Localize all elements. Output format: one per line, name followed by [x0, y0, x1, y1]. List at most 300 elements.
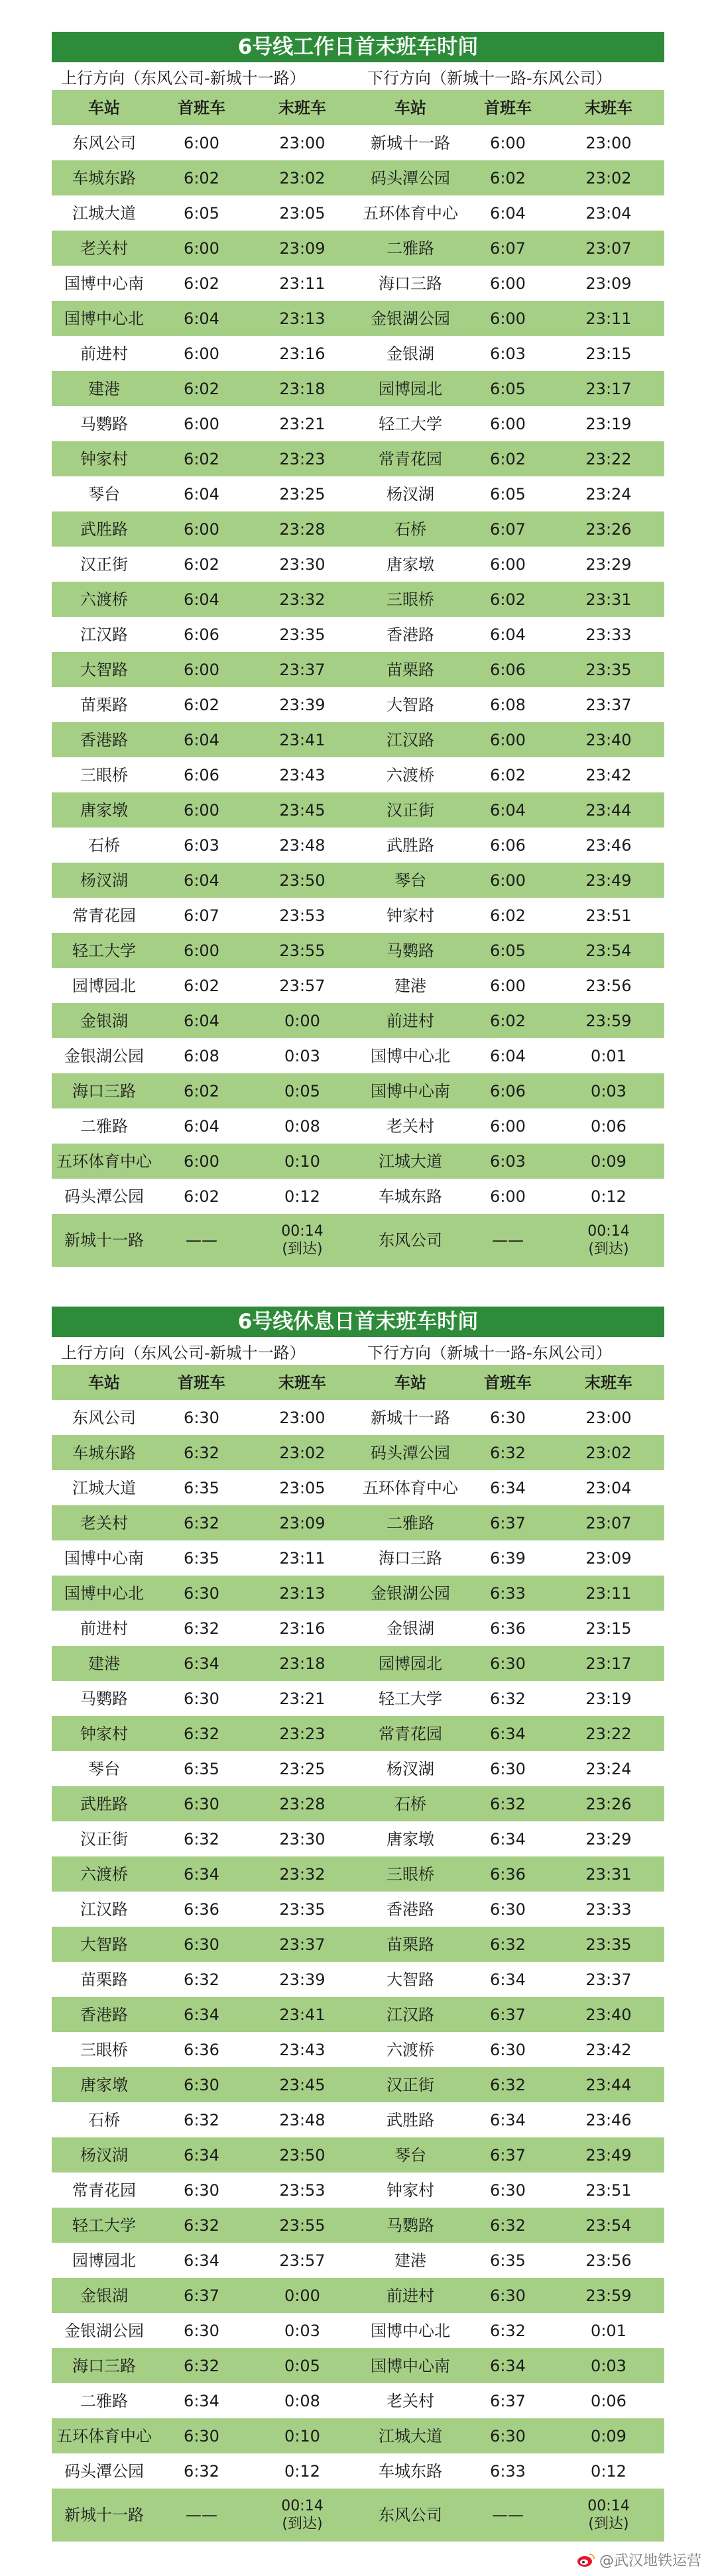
down-first-train: 6:06 — [490, 660, 526, 679]
table-row — [52, 2278, 664, 2313]
down-last-train: 23:22 — [585, 449, 632, 468]
up-first-train: 6:02 — [184, 168, 219, 188]
down-last-train: 23:22 — [585, 1724, 632, 1743]
down-station: 金银湖 — [387, 344, 434, 363]
down-first-train: 6:30 — [490, 2040, 526, 2059]
up-station: 老关村 — [80, 1513, 128, 1532]
up-station: 汉正街 — [80, 555, 128, 574]
column-header: 车站 — [88, 1373, 120, 1392]
up-first-train: 6:00 — [184, 1152, 219, 1171]
up-station: 国博中心南 — [64, 274, 144, 293]
table-row — [52, 933, 664, 968]
up-first-train: 6:08 — [184, 1046, 219, 1065]
up-station: 车城东路 — [72, 1443, 136, 1462]
table-row — [52, 2173, 664, 2208]
column-header: 首班车 — [178, 1373, 225, 1392]
down-last-train-cell — [553, 1222, 664, 1259]
table-row — [52, 2208, 664, 2243]
down-station: 园博园北 — [379, 379, 442, 398]
down-station: 车城东路 — [379, 1187, 442, 1206]
up-first-train: 6:02 — [184, 379, 219, 398]
down-first-train: 6:03 — [490, 1152, 526, 1171]
down-station: 国博中心南 — [371, 1081, 450, 1100]
down-first-train: 6:34 — [490, 1478, 526, 1497]
up-station: 香港路 — [80, 2005, 128, 2024]
down-first-train: 6:07 — [490, 519, 526, 539]
table-row — [52, 371, 664, 406]
table-row — [52, 441, 664, 476]
down-last-train: 23:54 — [585, 941, 632, 960]
up-last-train: 23:57 — [279, 2251, 326, 2270]
down-station: 江城大道 — [379, 1152, 442, 1171]
up-last-train: 23:16 — [279, 344, 326, 363]
table-row — [52, 617, 664, 652]
up-first-train: 6:30 — [184, 1583, 219, 1603]
down-last-train: 23:09 — [585, 274, 632, 293]
down-last-train: 23:00 — [585, 1408, 632, 1427]
down-station: 琴台 — [394, 2145, 426, 2165]
down-last-train: 23:02 — [585, 168, 632, 188]
up-last-train: 23:43 — [279, 2040, 326, 2059]
up-first-train: 6:04 — [184, 309, 219, 328]
down-first-train: 6:03 — [490, 344, 526, 363]
down-last-train: 0:03 — [591, 1081, 626, 1100]
down-direction-label: 下行方向（新城十一路-东风公司） — [367, 1343, 612, 1362]
down-station: 建港 — [394, 2251, 426, 2270]
table-row — [52, 2383, 664, 2418]
up-station: 轻工大学 — [72, 941, 136, 960]
up-terminal-station: 新城十一路 — [64, 2506, 144, 2524]
up-last-train: 23:09 — [279, 239, 326, 258]
up-station: 园博园北 — [72, 976, 136, 995]
table-row — [52, 1505, 664, 1540]
up-last-train: 0:08 — [284, 2391, 320, 2410]
down-station: 江汉路 — [387, 730, 434, 749]
table-row — [52, 1681, 664, 1716]
up-station: 建港 — [88, 379, 120, 398]
up-first-train: 6:00 — [184, 660, 219, 679]
column-header: 末班车 — [278, 98, 326, 117]
up-last-train: 0:10 — [284, 1152, 320, 1171]
up-last-train: 23:30 — [279, 555, 326, 574]
up-first-train: 6:32 — [184, 2216, 219, 2235]
down-station: 琴台 — [394, 871, 426, 890]
up-first-train: 6:30 — [184, 1689, 219, 1708]
up-first-train: 6:32 — [184, 2356, 219, 2375]
down-station: 车城东路 — [379, 2461, 442, 2481]
down-last-train: 23:00 — [585, 133, 632, 152]
up-last-train: 00:14 — [281, 2497, 324, 2514]
up-last-train: 23:02 — [279, 168, 326, 188]
up-first-train: 6:34 — [184, 2391, 219, 2410]
table-row — [52, 1646, 664, 1681]
up-station: 五环体育中心 — [56, 1152, 152, 1171]
column-header: 首班车 — [484, 1373, 532, 1392]
down-last-train: 23:40 — [585, 2005, 632, 2024]
up-station: 二雅路 — [80, 2391, 128, 2410]
down-first-train: 6:30 — [490, 1900, 526, 1919]
watermark-text: @武汉地铁运营 — [599, 2553, 701, 2569]
up-last-train: 00:14 — [281, 1222, 324, 1240]
down-first-train: 6:02 — [490, 906, 526, 925]
down-first-train: 6:06 — [490, 1081, 526, 1100]
table-row — [52, 722, 664, 757]
weekend-timetable — [52, 1307, 664, 2542]
up-first-train: 6:32 — [184, 1970, 219, 1989]
down-station: 石桥 — [394, 1794, 426, 1813]
table-row — [52, 1179, 664, 1214]
down-last-train: 23:59 — [585, 1011, 632, 1030]
up-station: 二雅路 — [80, 1116, 128, 1136]
down-last-train: 0:06 — [591, 2391, 626, 2410]
down-station: 唐家墩 — [387, 555, 434, 574]
table-row — [52, 266, 664, 301]
down-last-train: 23:37 — [585, 695, 632, 714]
down-first-train: 6:37 — [490, 1513, 526, 1532]
up-last-train: 23:53 — [279, 906, 326, 925]
column-header: 末班车 — [585, 1373, 632, 1392]
final-row — [52, 2489, 664, 2542]
down-station: 大智路 — [387, 695, 434, 714]
up-first-train: 6:32 — [184, 2461, 219, 2481]
up-last-train: 23:25 — [279, 1759, 326, 1778]
down-last-train: 23:02 — [585, 1443, 632, 1462]
up-last-train: 23:55 — [279, 941, 326, 960]
down-first-train: 6:05 — [490, 379, 526, 398]
down-first-train: 6:30 — [490, 2426, 526, 2445]
table-row — [52, 1435, 664, 1470]
weibo-icon — [577, 2553, 595, 2567]
column-header: 末班车 — [278, 1373, 326, 1392]
down-last-train: 23:46 — [585, 835, 632, 855]
up-station: 六渡桥 — [80, 1864, 128, 1884]
up-station: 香港路 — [80, 730, 128, 749]
down-station: 二雅路 — [387, 1513, 434, 1532]
arrival-note: (到达) — [588, 2516, 629, 2532]
down-last-train: 23:44 — [585, 800, 632, 820]
up-first-train: 6:34 — [184, 2251, 219, 2270]
up-last-train-cell — [247, 1222, 358, 1259]
up-first-train: 6:32 — [184, 1619, 219, 1638]
column-header: 末班车 — [585, 98, 632, 117]
down-last-train: 23:40 — [585, 730, 632, 749]
up-last-train: 23:43 — [279, 765, 326, 784]
down-station: 唐家墩 — [387, 1829, 434, 1849]
down-last-train: 23:42 — [585, 2040, 632, 2059]
up-station: 园博园北 — [72, 2251, 136, 2270]
direction-row — [52, 62, 664, 90]
up-last-train: 23:32 — [279, 590, 326, 609]
down-station: 马鹦路 — [387, 2216, 434, 2235]
down-first-train: 6:33 — [490, 2461, 526, 2481]
down-last-train: 0:09 — [591, 1152, 626, 1171]
table-row — [52, 1786, 664, 1821]
down-first-train: —— — [492, 2506, 524, 2524]
down-last-train: 23:19 — [585, 1689, 632, 1708]
down-last-train: 23:31 — [585, 590, 632, 609]
up-station: 金银湖 — [80, 2286, 128, 2305]
down-last-train: 23:56 — [585, 976, 632, 995]
down-last-train: 23:29 — [585, 555, 632, 574]
table-row — [52, 2243, 664, 2278]
up-first-train: 6:04 — [184, 1011, 219, 1030]
down-station: 前进村 — [387, 2286, 434, 2305]
up-first-train: 6:04 — [184, 1116, 219, 1136]
down-first-train: 6:32 — [490, 2321, 526, 2340]
down-first-train: 6:02 — [490, 449, 526, 468]
down-station: 五环体育中心 — [363, 1478, 458, 1497]
down-first-train: 6:00 — [490, 555, 526, 574]
up-station: 江城大道 — [72, 1478, 136, 1497]
down-station: 前进村 — [387, 1011, 434, 1030]
down-station: 钟家村 — [387, 2180, 434, 2200]
down-last-train: 0:12 — [591, 1187, 626, 1206]
table-row — [52, 476, 664, 511]
down-last-train: 00:14 — [587, 1222, 630, 1240]
down-first-train: 6:30 — [490, 1408, 526, 1427]
up-last-train: 23:50 — [279, 871, 326, 890]
down-first-train: —— — [492, 1231, 524, 1250]
up-station: 五环体育中心 — [56, 2426, 152, 2445]
table-row — [52, 1716, 664, 1751]
down-station: 江城大道 — [379, 2426, 442, 2445]
up-first-train: 6:02 — [184, 976, 219, 995]
down-station: 码头潭公园 — [371, 1443, 450, 1462]
down-last-train: 23:37 — [585, 1970, 632, 1989]
up-station: 国博中心北 — [64, 1583, 144, 1603]
up-last-train: 23:23 — [279, 1724, 326, 1743]
up-station: 江汉路 — [80, 625, 128, 644]
up-last-train: 23:45 — [279, 2075, 326, 2094]
up-first-train: 6:34 — [184, 2145, 219, 2165]
up-first-train: 6:32 — [184, 1829, 219, 1849]
down-station: 海口三路 — [379, 274, 442, 293]
column-header: 首班车 — [178, 98, 225, 117]
down-station: 二雅路 — [387, 239, 434, 258]
up-last-train: 0:03 — [284, 1046, 320, 1065]
up-first-train: 6:35 — [184, 1759, 219, 1778]
table-row — [52, 1540, 664, 1576]
down-station: 国博中心南 — [371, 2356, 450, 2375]
up-first-train: 6:00 — [184, 133, 219, 152]
table-row — [52, 301, 664, 336]
up-first-train: 6:32 — [184, 1443, 219, 1462]
down-station: 苗栗路 — [387, 660, 434, 679]
up-first-train: 6:30 — [184, 2426, 219, 2445]
down-first-train: 6:00 — [490, 976, 526, 995]
down-last-train: 23:49 — [585, 871, 632, 890]
down-first-train: 6:07 — [490, 239, 526, 258]
down-first-train: 6:37 — [490, 2005, 526, 2024]
table-row — [52, 1856, 664, 1892]
down-last-train: 23:24 — [585, 484, 632, 504]
up-station: 武胜路 — [80, 519, 128, 539]
down-first-train: 6:05 — [490, 941, 526, 960]
table-row — [52, 1003, 664, 1038]
up-station: 前进村 — [80, 344, 128, 363]
down-station: 国博中心北 — [371, 1046, 450, 1065]
up-last-train: 23:30 — [279, 1829, 326, 1849]
up-station: 苗栗路 — [80, 1970, 128, 1989]
down-station: 三眼桥 — [387, 590, 434, 609]
up-station: 石桥 — [88, 2110, 120, 2129]
down-station: 轻工大学 — [379, 414, 442, 433]
down-first-train: 6:39 — [490, 1548, 526, 1568]
column-header: 首班车 — [484, 98, 532, 117]
down-station: 杨汊湖 — [387, 484, 434, 504]
table-row — [52, 1144, 664, 1179]
up-last-train: 23:18 — [279, 379, 326, 398]
up-direction-label: 上行方向（东风公司-新城十一路） — [61, 1343, 306, 1362]
down-last-train: 23:35 — [585, 1935, 632, 1954]
down-last-train: 23:07 — [585, 1513, 632, 1532]
down-first-train: 6:36 — [490, 1864, 526, 1884]
up-first-train: 6:00 — [184, 519, 219, 539]
table-row — [52, 687, 664, 722]
up-station: 石桥 — [88, 835, 120, 855]
down-last-train: 23:42 — [585, 765, 632, 784]
down-station: 六渡桥 — [387, 2040, 434, 2059]
table-row — [52, 2313, 664, 2348]
down-first-train: 6:32 — [490, 1794, 526, 1813]
down-last-train: 23:19 — [585, 414, 632, 433]
table-row — [52, 1470, 664, 1505]
down-last-train: 23:31 — [585, 1864, 632, 1884]
down-station: 武胜路 — [387, 835, 434, 855]
down-last-train: 23:46 — [585, 2110, 632, 2129]
down-last-train: 23:15 — [585, 1619, 632, 1638]
up-last-train: 23:11 — [279, 1548, 326, 1568]
table-row — [52, 511, 664, 547]
down-station: 石桥 — [394, 519, 426, 539]
arrival-note: (到达) — [282, 1241, 323, 1258]
down-first-train: 6:04 — [490, 203, 526, 223]
up-last-train: 0:05 — [284, 2356, 320, 2375]
up-first-train: 6:32 — [184, 1513, 219, 1532]
table-row — [52, 2418, 664, 2453]
up-first-train: 6:04 — [184, 590, 219, 609]
down-last-train: 23:09 — [585, 1548, 632, 1568]
down-last-train-cell — [553, 2497, 664, 2534]
table-row — [52, 2032, 664, 2067]
down-station: 杨汊湖 — [387, 1759, 434, 1778]
up-last-train: 23:05 — [279, 1478, 326, 1497]
down-first-train: 6:02 — [490, 765, 526, 784]
down-first-train: 6:00 — [490, 871, 526, 890]
table-row — [52, 2102, 664, 2137]
down-last-train: 0:12 — [591, 2461, 626, 2481]
down-station: 国博中心北 — [371, 2321, 450, 2340]
up-first-train: 6:35 — [184, 1548, 219, 1568]
header-row — [52, 90, 664, 125]
table-row — [52, 1927, 664, 1962]
table-row — [52, 1073, 664, 1108]
down-station: 香港路 — [387, 625, 434, 644]
table-row — [52, 898, 664, 933]
up-station: 金银湖公园 — [64, 1046, 144, 1065]
up-last-train: 23:53 — [279, 2180, 326, 2200]
up-first-train: 6:30 — [184, 2180, 219, 2200]
up-first-train: 6:00 — [184, 239, 219, 258]
up-station: 武胜路 — [80, 1794, 128, 1813]
up-first-train: 6:00 — [184, 344, 219, 363]
header-row — [52, 1365, 664, 1400]
table-title: 6号线工作日首末班车时间 — [52, 32, 664, 62]
up-last-train: 23:57 — [279, 976, 326, 995]
down-last-train: 23:04 — [585, 1478, 632, 1497]
watermark — [577, 2549, 701, 2570]
up-last-train: 0:08 — [284, 1116, 320, 1136]
up-first-train: —— — [186, 2506, 217, 2524]
down-last-train: 23:24 — [585, 1759, 632, 1778]
table-row — [52, 968, 664, 1003]
down-station: 汉正街 — [387, 2075, 434, 2094]
up-station: 国博中心南 — [64, 1548, 144, 1568]
up-station: 东风公司 — [72, 1408, 136, 1427]
up-first-train: 6:32 — [184, 1724, 219, 1743]
down-last-train: 23:51 — [585, 2180, 632, 2200]
table-row — [52, 160, 664, 195]
down-direction-label: 下行方向（新城十一路-东风公司） — [367, 68, 612, 87]
table-row — [52, 757, 664, 792]
down-last-train: 23:54 — [585, 2216, 632, 2235]
up-station: 国博中心北 — [64, 309, 144, 328]
up-station: 金银湖公园 — [64, 2321, 144, 2340]
up-first-train: —— — [186, 1231, 217, 1250]
table-row — [52, 1576, 664, 1611]
up-last-train: 23:25 — [279, 484, 326, 504]
down-last-train: 23:49 — [585, 2145, 632, 2165]
down-last-train: 23:04 — [585, 203, 632, 223]
down-first-train: 6:08 — [490, 695, 526, 714]
up-last-train: 23:50 — [279, 2145, 326, 2165]
up-first-train: 6:30 — [184, 1935, 219, 1954]
down-station: 轻工大学 — [379, 1689, 442, 1708]
up-first-train: 6:32 — [184, 2110, 219, 2129]
down-last-train: 23:56 — [585, 2251, 632, 2270]
up-first-train: 6:02 — [184, 274, 219, 293]
up-first-train: 6:34 — [184, 1654, 219, 1673]
down-terminal-station: 东风公司 — [379, 2506, 442, 2524]
column-header: 车站 — [394, 1373, 426, 1392]
down-station: 园博园北 — [379, 1654, 442, 1673]
up-station: 三眼桥 — [80, 2040, 128, 2059]
down-first-train: 6:34 — [490, 1724, 526, 1743]
up-station: 常青花园 — [72, 2180, 136, 2200]
down-last-train: 23:35 — [585, 660, 632, 679]
up-station: 前进村 — [80, 1619, 128, 1638]
down-first-train: 6:32 — [490, 2075, 526, 2094]
up-last-train: 0:12 — [284, 1187, 320, 1206]
up-last-train: 23:48 — [279, 2110, 326, 2129]
up-last-train: 0:05 — [284, 1081, 320, 1100]
up-first-train: 6:00 — [184, 414, 219, 433]
down-station: 汉正街 — [387, 800, 434, 820]
down-first-train: 6:35 — [490, 2251, 526, 2270]
down-last-train: 0:03 — [591, 2356, 626, 2375]
table-row — [52, 2137, 664, 2173]
table-row — [52, 2453, 664, 2489]
table-row — [52, 1821, 664, 1856]
down-first-train: 6:00 — [490, 274, 526, 293]
down-last-train: 00:14 — [587, 2497, 630, 2514]
table-row — [52, 1751, 664, 1786]
down-station: 武胜路 — [387, 2110, 434, 2129]
down-first-train: 6:37 — [490, 2145, 526, 2165]
down-first-train: 6:36 — [490, 1619, 526, 1638]
up-first-train: 6:06 — [184, 625, 219, 644]
down-last-train: 23:33 — [585, 625, 632, 644]
